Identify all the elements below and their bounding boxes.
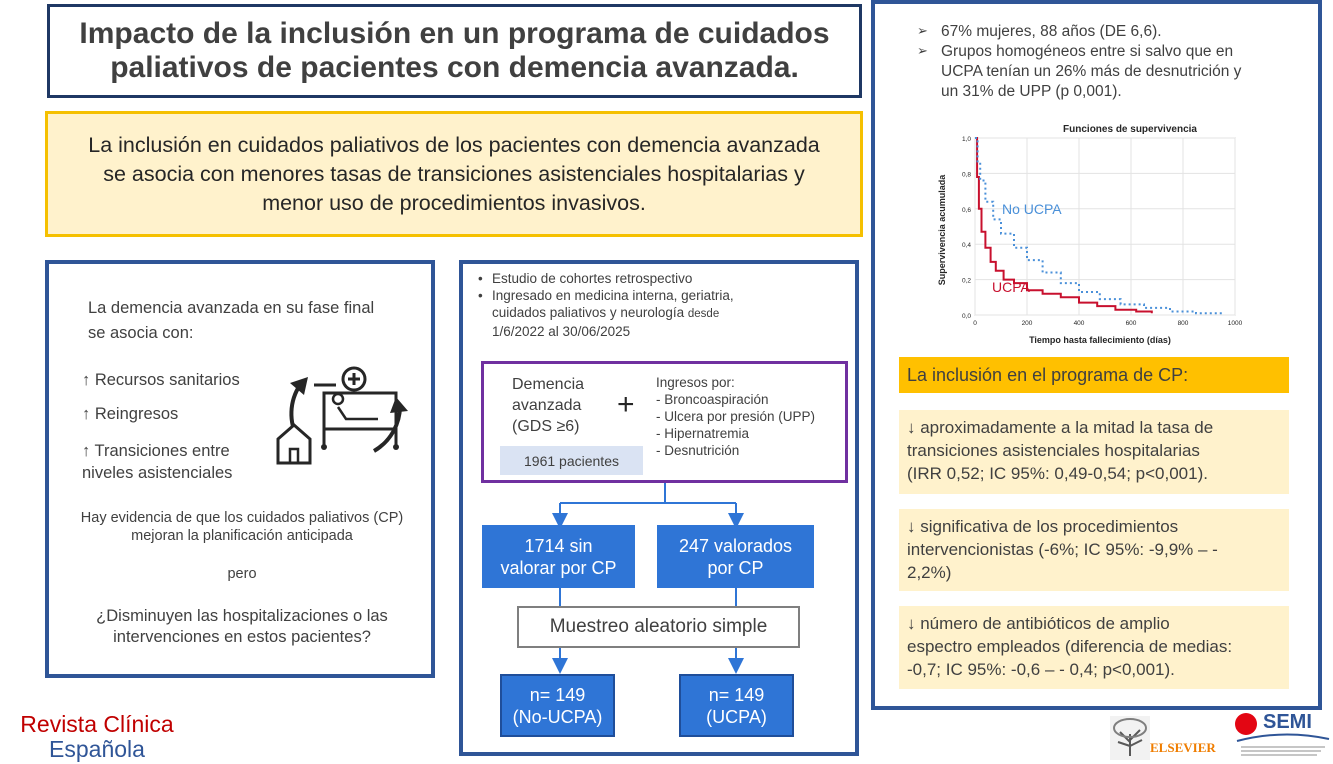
admission-bronchoaspiration: - Broncoaspiración — [656, 392, 769, 407]
x-tick-label: 800 — [1177, 320, 1189, 327]
admissions-title: Ingresos por: — [656, 375, 735, 390]
finding2-line-2: intervencionistas (-6%; IC 95%: -9,9% – - — [907, 540, 1218, 559]
groups-line-3: un 31% de UPP (p 0,001). — [941, 83, 1122, 100]
y-tick-label: 0,4 — [961, 242, 971, 250]
no-cp-line-2: valorar por CP — [500, 557, 617, 578]
n-no-line-2: (No-UCPA) — [512, 706, 603, 727]
background-intro — [88, 296, 374, 346]
title-line-2: paliativos de pacientes con demencia avanzada. — [110, 51, 799, 84]
admitted-dates: 1/6/2022 al 30/06/2025 — [492, 324, 631, 339]
results-bullets — [915, 22, 1295, 102]
groups-line-2: UCPA tenían un 26% más de desnutrición y — [941, 63, 1242, 80]
finding-procedures — [899, 509, 1289, 591]
method-bullet-cohort: • Estudio de cohortes retrospectivo — [478, 270, 734, 287]
bg-item-readmissions: ↑ Reingresos — [82, 405, 179, 423]
title-line-1: Impacto de la inclusión en un programa de cuidados — [79, 17, 830, 50]
inclusion-header: La inclusión en el programa de CP: — [899, 357, 1289, 393]
y-tick-label: 0,0 — [961, 313, 971, 320]
patients-count: 1961 pacientes — [500, 446, 643, 475]
evidence-text — [60, 509, 424, 545]
admission-reasons — [656, 374, 815, 459]
x-tick-label: 600 — [1125, 320, 1137, 327]
y-tick-label: 0,6 — [961, 206, 971, 214]
result-bullet-demographics: ➢ 67% mujeres, 88 años (DE 6,6). — [915, 22, 1295, 42]
ucpa-sample — [679, 674, 794, 737]
x-tick-label: 0 — [973, 320, 977, 327]
random-sampling-box: Muestreo aleatorio simple — [517, 606, 800, 648]
result-bullet-groups — [915, 42, 1295, 102]
n-yes-line-1: n= 149 — [708, 684, 765, 705]
chart-ylabel: Supervivencia acumulada — [937, 174, 947, 286]
conclusion-line-1: La inclusión en cuidados paliativos de los pacientes con demencia avanzada — [88, 132, 820, 157]
cp-group — [657, 525, 814, 588]
question-text — [60, 606, 424, 648]
transitions-line-1: ↑ Transiciones entre — [82, 442, 230, 460]
evidence-line-2: mejoran la planificación anticipada — [131, 528, 353, 544]
dementia-line-1: Demencia — [512, 376, 585, 393]
admission-pressure-ulcer: - Ulcera por presión (UPP) — [656, 409, 816, 424]
intro-line-1: La demencia avanzada en su fase final — [88, 299, 375, 317]
finding3-line-1: ↓ número de antibióticos de amplio — [907, 614, 1170, 633]
finding-antibiotics — [899, 606, 1289, 689]
finding1-line-2: transiciones asistenciales hospitalarias — [907, 441, 1200, 460]
elsevier-tree-icon — [1110, 716, 1150, 760]
admitted-desde: desde — [687, 308, 720, 320]
dementia-line-2: avanzada — [512, 397, 582, 414]
finding2-line-1: ↓ significativa de los procedimientos — [907, 517, 1179, 536]
n-no-line-1: n= 149 — [529, 684, 586, 705]
cp-line-2: por CP — [707, 557, 764, 578]
admission-hypernatremia: - Hipernatremia — [656, 426, 750, 441]
legend-no-ucpa: No UCPA — [1002, 201, 1062, 217]
finding-transitions — [899, 410, 1289, 494]
admitted-line-2: cuidados paliativos y neurología — [492, 305, 685, 320]
plus-sign: + — [617, 388, 635, 421]
evidence-line-1: Hay evidencia de que los cuidados paliativos (CP) — [80, 510, 404, 526]
method-bullet-admitted — [478, 287, 734, 340]
admission-malnutrition: - Desnutrición — [656, 443, 740, 458]
finding1-line-3: (IRR 0,52; IC 95%: 0,49-0,54; p<0,001). — [907, 464, 1208, 483]
bg-item-transitions — [82, 440, 232, 484]
y-tick-label: 1,0 — [961, 136, 971, 143]
groups-line-1: Grupos homogéneos entre si salvo que en — [941, 43, 1234, 60]
x-tick-label: 400 — [1073, 320, 1085, 327]
y-tick-label: 0,2 — [961, 277, 971, 285]
but-text: pero — [227, 566, 257, 582]
finding1-line-1: ↓ aproximadamente a la mitad la tasa de — [907, 418, 1214, 437]
journal-line-1: Revista Clínica — [20, 711, 174, 737]
elsevier-logo: ELSEVIER — [1150, 740, 1216, 755]
conclusion-line-2: se asocia con menores tasas de transiciones asistenciales hospitalarias y — [103, 161, 805, 186]
dementia-criterion — [512, 374, 584, 437]
question-line-1: ¿Disminuyen las hospitalizaciones o las — [96, 607, 388, 625]
journal-logo — [2, 712, 192, 762]
x-tick-label: 200 — [1021, 320, 1033, 327]
n-yes-line-2: (UCPA) — [706, 706, 767, 727]
methods-bullets — [478, 270, 734, 340]
survival-chart — [930, 118, 1243, 350]
chart-xlabel: Tiempo hasta fallecimiento (días) — [1029, 335, 1171, 345]
finding3-line-2: espectro empleados (diferencia de medias: — [907, 637, 1233, 656]
admitted-line-1: Ingresado en medicina interna, geriatria, — [492, 288, 734, 303]
x-tick-label: 1000 — [1227, 320, 1243, 327]
y-tick-label: 0,8 — [961, 171, 971, 179]
semi-logo: SEMI — [1263, 711, 1312, 733]
no-ucpa-sample — [500, 674, 615, 737]
results-box — [871, 0, 1322, 710]
transitions-line-2: niveles asistenciales — [82, 464, 233, 482]
finding3-line-3: -0,7; IC 95%: -0,6 – - 0,4; p<0,001). — [907, 660, 1175, 679]
intro-line-2: se asocia con: — [88, 324, 194, 342]
no-cp-line-1: 1714 sin — [524, 535, 593, 556]
bg-item-resources: ↑ Recursos sanitarios — [82, 371, 240, 389]
chart-title: Funciones de supervivencia — [1063, 124, 1197, 135]
conclusion-box — [45, 111, 863, 237]
title-box — [47, 4, 862, 98]
home-hospital-bed-cycle-icon — [270, 355, 412, 467]
dementia-line-3: (GDS ≥6) — [512, 418, 580, 435]
finding2-line-3: 2,2%) — [907, 563, 952, 582]
cp-line-1: 247 valorados — [678, 535, 793, 556]
question-line-2: intervenciones en estos pacientes? — [113, 628, 371, 646]
journal-line-2: Española — [49, 736, 145, 762]
legend-ucpa: UCPA — [992, 279, 1030, 295]
no-cp-group — [482, 525, 635, 588]
conclusion-line-3: menor uso de procedimientos invasivos. — [262, 190, 646, 215]
